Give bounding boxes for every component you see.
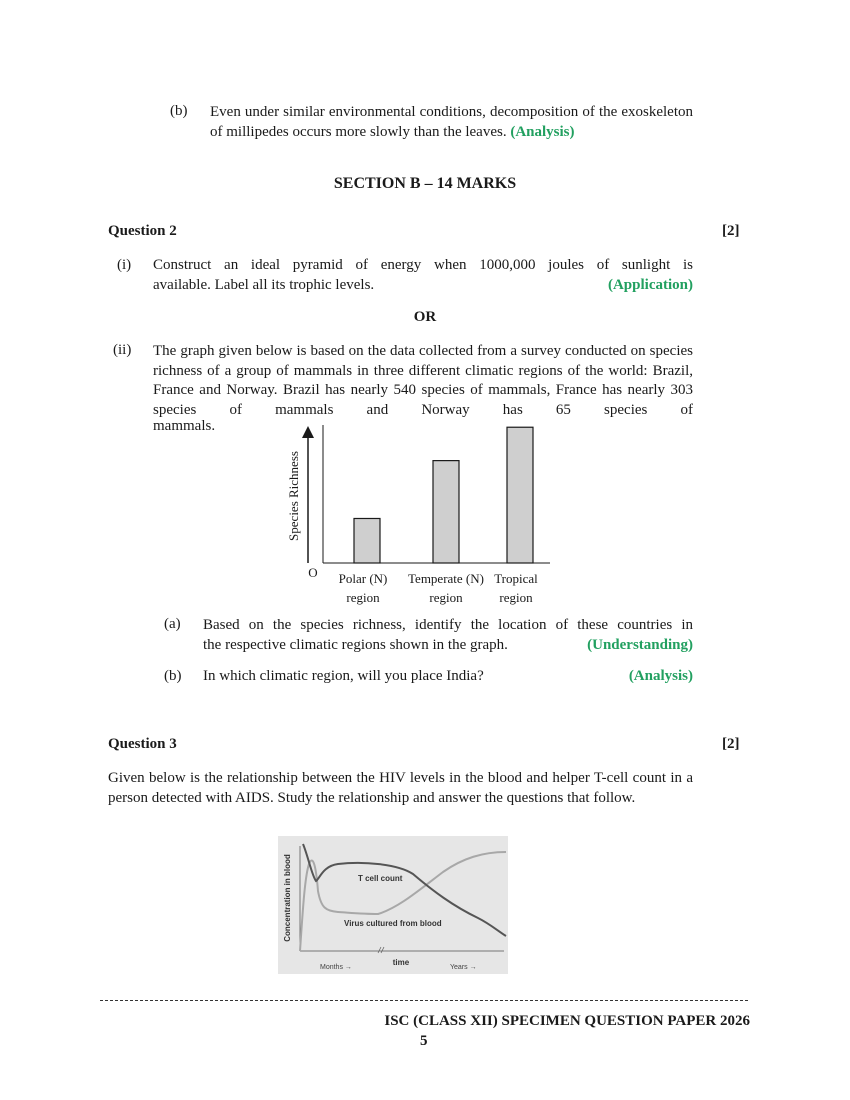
q1b-body: Even under similar environmental conditions, decomposition of the exoskeleton of millipedes occurs more slowly than the leaves. bbox=[210, 104, 693, 140]
q2-a-tag: (Understanding) bbox=[587, 636, 693, 653]
section-title: SECTION B – 14 MARKS bbox=[333, 175, 517, 192]
x-tick-label-1-0: Temperate (N) bbox=[408, 571, 484, 586]
q2-title: Question 2 bbox=[108, 223, 177, 239]
q2-i-line2: available. Label all its trophic levels. bbox=[153, 276, 375, 293]
q2-b-label: (b) bbox=[164, 668, 182, 684]
page-number: 5 bbox=[420, 1033, 428, 1049]
months-label: Months → bbox=[320, 964, 352, 971]
x-tick-label-0-1: region bbox=[346, 590, 380, 605]
bar-1 bbox=[433, 461, 459, 563]
or-divider: OR bbox=[413, 309, 437, 325]
footer-rule bbox=[100, 1000, 748, 1001]
q2-a-line1: Based on the species richness, identify the location of these countries in bbox=[203, 617, 693, 633]
x-tick-label-0-0: Polar (N) bbox=[338, 571, 388, 586]
footer-title: ISC (CLASS XII) SPECIMEN QUESTION PAPER 2026 bbox=[384, 1013, 750, 1029]
q2-marks: [2] bbox=[722, 223, 740, 239]
q2-a-line2: the respective climatic regions shown in the graph. bbox=[203, 636, 508, 653]
q2-a-text bbox=[203, 616, 693, 655]
x-tick-label-2-0: Tropical bbox=[494, 571, 538, 586]
bar-2 bbox=[507, 427, 533, 563]
q2-ii-last: mammals. bbox=[153, 418, 216, 434]
q2-b-text: In which climatic region, will you place India? bbox=[203, 668, 484, 684]
hiv-tcell-graph bbox=[278, 836, 508, 974]
q1b-tag: (Analysis) bbox=[510, 123, 575, 140]
hiv-time-label: time bbox=[392, 958, 410, 967]
q2-i-label: (i) bbox=[117, 257, 132, 273]
tcell-label: T cell count bbox=[358, 874, 403, 883]
q3-title: Question 3 bbox=[108, 736, 177, 752]
x-tick-label-2-1: region bbox=[499, 590, 533, 605]
q1b-label: (b) bbox=[170, 103, 188, 119]
q2-a-label: (a) bbox=[164, 616, 181, 632]
species-richness-chart bbox=[280, 420, 570, 610]
x-labels-group bbox=[339, 571, 539, 605]
bar-0 bbox=[354, 518, 380, 563]
origin-label: O bbox=[308, 565, 318, 580]
q3-marks: [2] bbox=[722, 736, 740, 752]
virus-label: Virus cultured from blood bbox=[344, 919, 442, 928]
q3-text: Given below is the relationship between the HIV levels in the blood and helper T-cell count in a person detected with AIDS. Study the relationship and answer the questions that follow. bbox=[108, 770, 693, 806]
q2-ii-text: The graph given below is based on the data collected from a survey conducted on species richness of a group of mammals in three different climatic regions of the world: Brazil, France and Norway. Brazil has nearly 540 species of mammals, France has nearly 303 species of mammals and Norway has 65 species of bbox=[153, 343, 693, 418]
q2-ii-label: (ii) bbox=[113, 342, 132, 358]
q2-i-tag: (Application) bbox=[607, 276, 693, 293]
years-label: Years → bbox=[450, 964, 477, 971]
q2-i-text bbox=[153, 256, 693, 295]
y-axis-label: Species Richness bbox=[286, 451, 301, 541]
q1b-text bbox=[210, 103, 693, 142]
hiv-y-label: Concentration in blood bbox=[283, 854, 292, 942]
q2-b-tag: (Analysis) bbox=[628, 668, 693, 684]
q2-i-line1: Construct an ideal pyramid of energy when 1000,000 joules of sunlight is bbox=[153, 257, 693, 273]
x-tick-label-1-1: region bbox=[429, 590, 463, 605]
bars-group bbox=[354, 427, 533, 563]
q2-b-row bbox=[203, 668, 693, 685]
